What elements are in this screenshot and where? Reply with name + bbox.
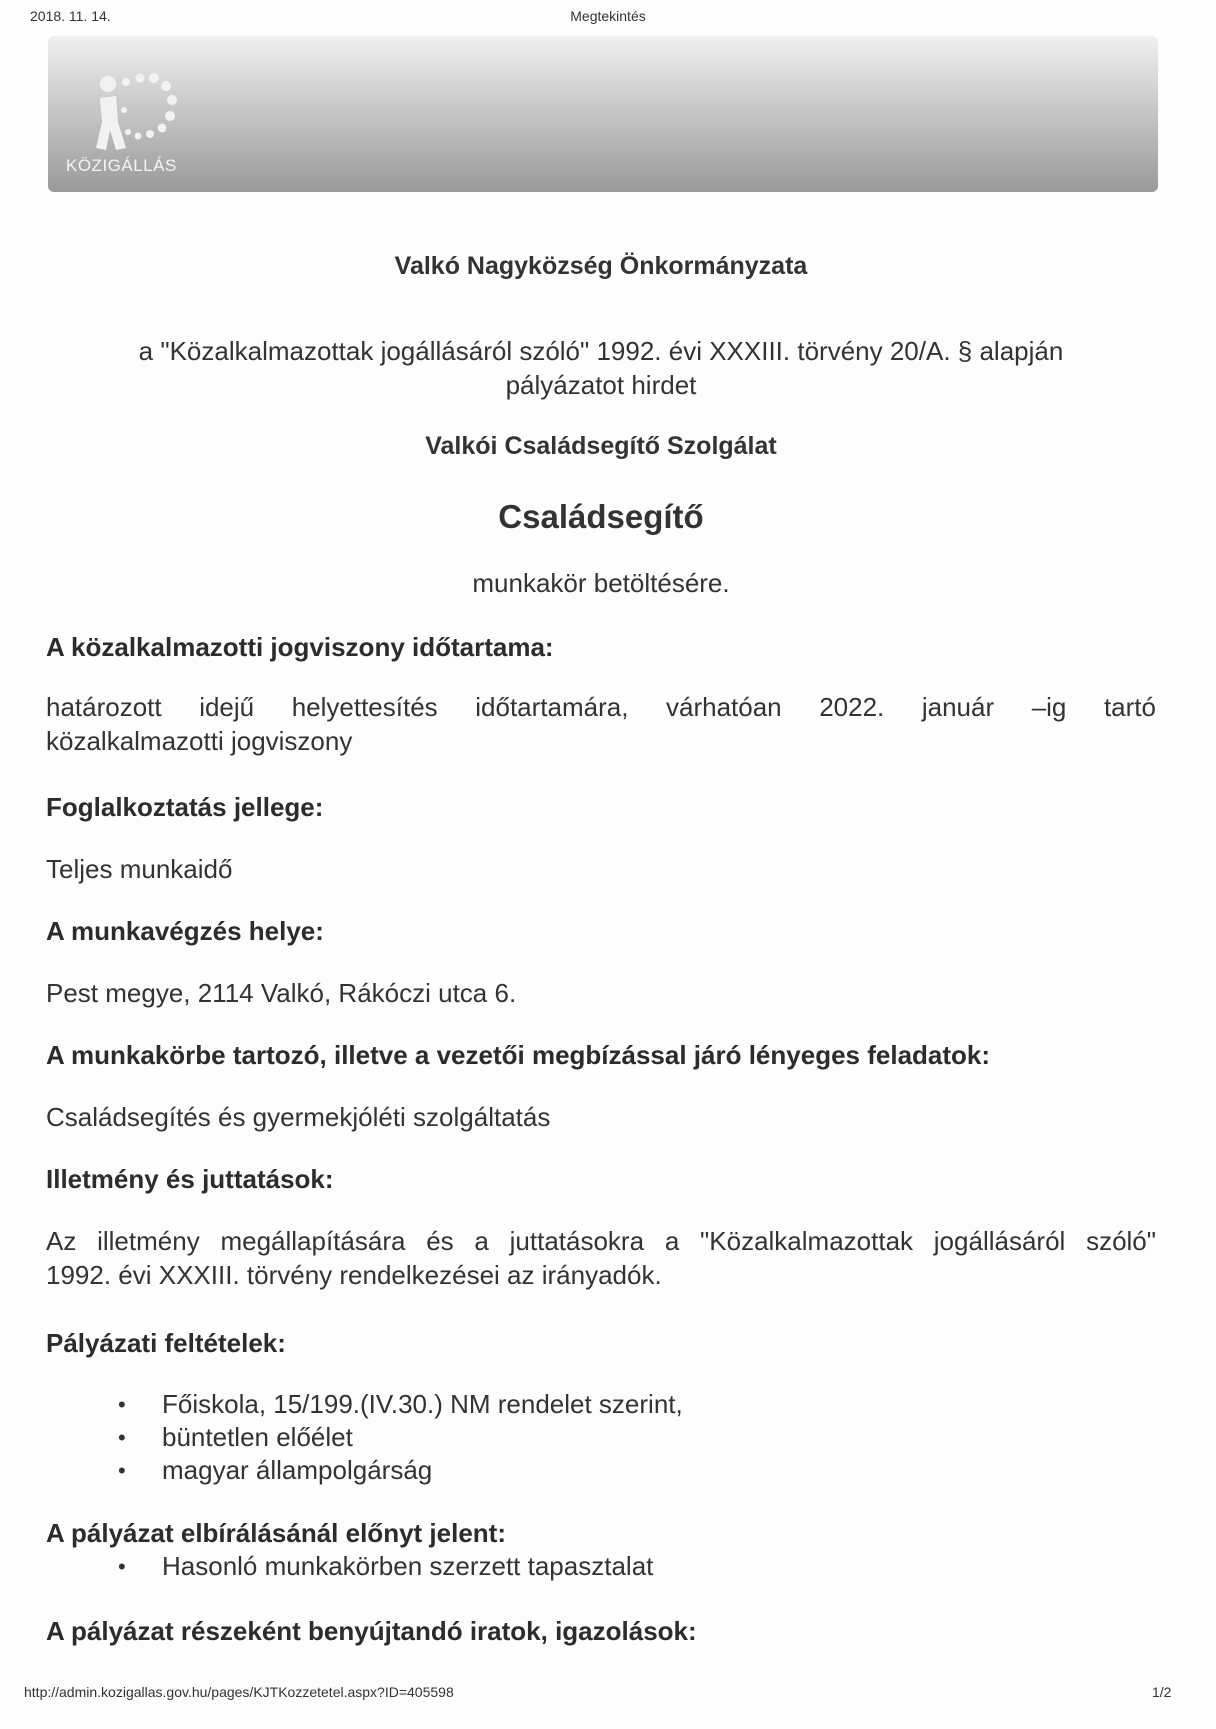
list-item: • büntetlen előélet: [110, 1421, 683, 1454]
duties-text: Családsegítés és gyermekjóléti szolgáltatás: [46, 1102, 551, 1132]
salary-text: [46, 1224, 1156, 1292]
duties-heading: A munkakörbe tartozó, illetve a vezetői megbízással járó lényeges feladatok:: [46, 1040, 991, 1070]
duration-line: határozott idejű helyettesítés időtartamára, várhatóan 2022. január –ig tartó: [46, 692, 1156, 722]
print-title: Megtekintés: [570, 8, 646, 24]
advantage-list: [110, 1550, 653, 1583]
employment-heading: Foglalkoztatás jellege:: [46, 792, 324, 822]
organization-name: Valkó Nagyközség Önkormányzata: [394, 252, 808, 280]
print-date: 2018. 11. 14.: [30, 8, 111, 24]
list-item: • Hasonló munkakörben szerzett tapasztalat: [110, 1550, 653, 1583]
advantage-heading: A pályázat elbírálásánál előnyt jelent:: [46, 1518, 506, 1548]
legal-basis-line: a "Közalkalmazottak jogállásáról szóló" 1992. évi XXXIII. törvény 20/A. § alapján: [138, 336, 1064, 366]
documents-heading: A pályázat részeként benyújtandó iratok, igazolások:: [46, 1616, 697, 1646]
conditions-heading: Pályázati feltételek:: [46, 1328, 286, 1358]
duration-heading: A közalkalmazotti jogviszony időtartama:: [46, 632, 554, 662]
kozigallas-banner: [48, 36, 1158, 192]
page-url: http://admin.kozigallas.gov.hu/pages/KJTKozzetetel.aspx?ID=405598: [24, 1684, 454, 1700]
salary-line: Az illetmény megállapítására és a juttatásokra a "Közalkalmazottak jogállásáról szóló": [46, 1226, 1156, 1256]
salary-heading: Illetmény és juttatások:: [46, 1164, 334, 1194]
duration-text: [46, 690, 1156, 758]
duration-line: közalkalmazotti jogviszony: [46, 726, 353, 756]
logo-text: KÖZIGÁLLÁS: [66, 156, 177, 175]
legal-basis-line: pályázatot hirdet: [505, 370, 697, 400]
page-number: 1/2: [1152, 1684, 1172, 1700]
legal-basis: [46, 334, 1156, 402]
list-item: • magyar állampolgárság: [110, 1454, 683, 1487]
unit-name: Valkói Családsegítő Szolgálat: [425, 432, 777, 460]
job-subtitle: munkakör betöltésére.: [472, 568, 730, 598]
location-text: Pest megye, 2114 Valkó, Rákóczi utca 6.: [46, 978, 517, 1008]
employment-text: Teljes munkaidő: [46, 854, 233, 884]
conditions-list: [110, 1388, 683, 1487]
list-item: • Főiskola, 15/199.(IV.30.) NM rendelet szerint,: [110, 1388, 683, 1421]
job-title: Családsegítő: [498, 498, 704, 535]
location-heading: A munkavégzés helye:: [46, 916, 324, 946]
salary-line: 1992. évi XXXIII. törvény rendelkezései az irányadók.: [46, 1260, 662, 1290]
